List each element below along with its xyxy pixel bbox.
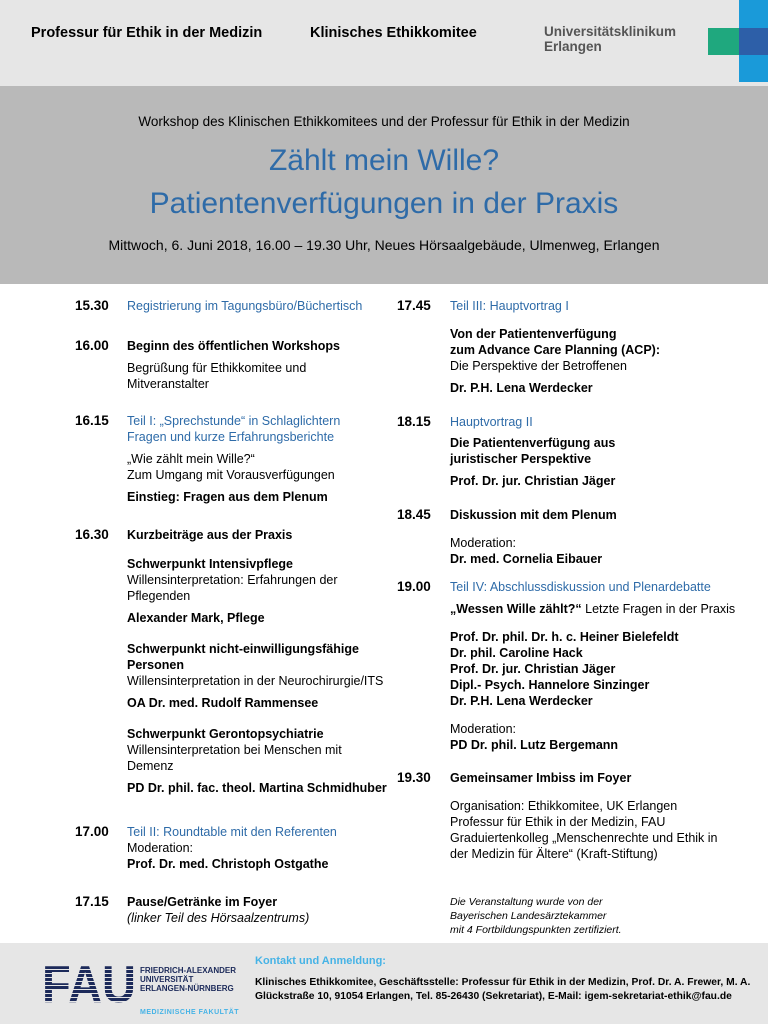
vortrag1-line-3: Die Perspektive der Betroffenen bbox=[450, 359, 627, 373]
teil4-moderation: Moderation: bbox=[450, 722, 517, 736]
title-line-1: Zählt mein Wille? bbox=[268, 144, 500, 177]
teil1-line-2: Fragen und kurze Erfahrungsberichte bbox=[127, 430, 335, 444]
cert-line-2: Bayerischen Landesärztekammer bbox=[450, 910, 607, 922]
wessen-line bbox=[450, 601, 735, 617]
sp-geronto: Schwerpunkt Gerontopsychiatrie bbox=[127, 727, 324, 741]
time-1745: 17.45 bbox=[397, 298, 431, 313]
fau-name-line-2: UNIVERSITÄT bbox=[140, 975, 194, 984]
sp-neuro-desc: Willensinterpretation in der Neurochirurgie/ITS bbox=[127, 674, 384, 688]
cert-line-1: Die Veranstaltung wurde von der bbox=[450, 896, 603, 908]
time-1600: 16.00 bbox=[75, 338, 109, 353]
contact-heading: Kontakt und Anmeldung: bbox=[255, 955, 386, 967]
vortrag1-line-2: zum Advance Care Planning (ACP): bbox=[450, 343, 660, 357]
einstieg: Einstieg: Fragen aus dem Plenum bbox=[127, 490, 328, 504]
welcome-line-2: Mitveranstalter bbox=[127, 377, 209, 391]
vortrag1-speaker: Dr. P.H. Lena Werdecker bbox=[450, 381, 593, 395]
time-1630: 16.30 bbox=[75, 527, 109, 542]
letzte-fragen: Letzte Fragen in der Praxis bbox=[581, 602, 736, 616]
teil3: Teil III: Hauptvortrag I bbox=[450, 299, 569, 313]
vortrag2-line-2: juristischer Perspektive bbox=[450, 452, 592, 466]
sp-geronto-desc-2: Demenz bbox=[127, 759, 174, 773]
sp-geronto-speaker: PD Dr. phil. fac. theol. Martina Schmidhuber bbox=[127, 781, 387, 795]
teil2-moderation: Moderation: bbox=[127, 841, 194, 855]
time-1715: 17.15 bbox=[75, 894, 109, 909]
panel-5: Dr. P.H. Lena Werdecker bbox=[450, 694, 593, 708]
header-professur: Professur für Ethik in der Medizin bbox=[31, 25, 263, 41]
sp-neuro-1: Schwerpunkt nicht-einwilligungsfähige bbox=[127, 642, 359, 656]
fau-logo-icon bbox=[42, 962, 138, 1004]
vortrag1-line-1: Von der Patientenverfügung bbox=[450, 327, 617, 341]
hauptvortrag2: Hauptvortrag II bbox=[450, 415, 533, 429]
contact-line-1: Klinisches Ethikkomitee, Geschäftsstelle: Professur für Ethik in der Medizin, Prof. Dr. A. Frewer, M. A. bbox=[255, 977, 751, 988]
uk-logo-text bbox=[544, 24, 676, 54]
fau-name-line-1: FRIEDRICH-ALEXANDER bbox=[140, 966, 236, 975]
pause-location: (linker Teil des Hörsaalzentrums) bbox=[127, 911, 310, 925]
sp-geronto-desc-1: Willensinterpretation bei Menschen mit bbox=[127, 743, 342, 757]
title-line-2: Patientenverfügungen in der Praxis bbox=[149, 187, 619, 220]
fau-faculty: MEDIZINISCHE FAKULTÄT bbox=[140, 1009, 240, 1016]
workshop-begin: Beginn des öffentlichen Workshops bbox=[127, 339, 340, 353]
umgang: Zum Umgang mit Vorausverfügungen bbox=[127, 468, 335, 482]
panel-4: Dipl.- Psych. Hannelore Sinzinger bbox=[450, 678, 650, 692]
imbiss: Gemeinsamer Imbiss im Foyer bbox=[450, 771, 632, 785]
uk-logo-line1: Universitätsklinikum bbox=[544, 24, 677, 39]
wessen-quote: „Wessen Wille zählt?“ bbox=[450, 602, 582, 616]
panel-3: Prof. Dr. jur. Christian Jäger bbox=[450, 662, 616, 676]
time-1700: 17.00 bbox=[75, 824, 109, 839]
kurzbeitraege: Kurzbeiträge aus der Praxis bbox=[127, 528, 293, 542]
certification bbox=[450, 895, 622, 937]
welcome-line-1: Begrüßung für Ethikkomitee und bbox=[127, 361, 307, 375]
teil1-line-1: Teil I: „Sprechstunde“ in Schlaglichtern bbox=[127, 414, 341, 428]
sp-neuro-speaker: OA Dr. med. Rudolf Rammensee bbox=[127, 696, 319, 710]
wie-zaehlt: „Wie zählt mein Wille?“ bbox=[127, 452, 255, 466]
panel-2: Dr. phil. Caroline Hack bbox=[450, 646, 583, 660]
pause: Pause/Getränke im Foyer bbox=[127, 895, 278, 909]
vortrag2-speaker: Prof. Dr. jur. Christian Jäger bbox=[450, 474, 616, 488]
fau-name-line-3: ERLANGEN-NÜRNBERG bbox=[140, 984, 234, 993]
teil2-moderator: Prof. Dr. med. Christoph Ostgathe bbox=[127, 857, 329, 871]
org-line-3: Graduiertenkolleg „Menschenrechte und Ethik in bbox=[450, 831, 718, 845]
diskussion: Diskussion mit dem Plenum bbox=[450, 508, 617, 522]
contact-line-2: Glückstraße 10, 91054 Erlangen, Tel. 85-26430 (Sekretariat), E-Mail: igem-sekretariat-ethik@fau.de bbox=[255, 991, 732, 1002]
teil4-moderator: PD Dr. phil. Lutz Bergemann bbox=[450, 738, 619, 752]
teil2: Teil II: Roundtable mit den Referenten bbox=[127, 825, 337, 839]
sp-intensiv-desc-2: Pflegenden bbox=[127, 589, 191, 603]
time-1615: 16.15 bbox=[75, 413, 109, 428]
teil4: Teil IV: Abschlussdiskussion und Plenardebatte bbox=[450, 580, 711, 594]
vortrag2-line-1: Die Patientenverfügung aus bbox=[450, 436, 616, 450]
sp-intensiv: Schwerpunkt Intensivpflege bbox=[127, 557, 294, 571]
workshop-subtitle: Workshop des Klinischen Ethikkomitees und der Professur für Ethik in der Medizin bbox=[138, 114, 630, 129]
org-line-1: Organisation: Ethikkomitee, UK Erlangen bbox=[450, 799, 678, 813]
event-dateline: Mittwoch, 6. Juni 2018, 16.00 – 19.30 Uhr, Neues Hörsaalgebäude, Ulmenweg, Erlangen bbox=[108, 237, 660, 253]
fau-logo-letters: FAU bbox=[42, 962, 136, 1004]
time-1930: 19.30 bbox=[397, 770, 431, 785]
panel-1: Prof. Dr. phil. Dr. h. c. Heiner Bielefeldt bbox=[450, 630, 679, 644]
diskussion-moderation: Moderation: bbox=[450, 536, 517, 550]
header-ethikkomitee: Klinisches Ethikkomitee bbox=[310, 25, 477, 41]
org-line-2: Professur für Ethik in der Medizin, FAU bbox=[450, 815, 666, 829]
uk-logo-line2: Erlangen bbox=[544, 39, 602, 54]
registration: Registrierung im Tagungsbüro/Büchertisch bbox=[127, 299, 363, 313]
fau-name bbox=[140, 966, 236, 993]
cert-line-3: mit 4 Fortbildungspunkten zertifiziert. bbox=[450, 924, 622, 936]
time-1900: 19.00 bbox=[397, 579, 431, 594]
sp-intensiv-desc-1: Willensinterpretation: Erfahrungen der bbox=[127, 573, 338, 587]
time-1815: 18.15 bbox=[397, 414, 431, 429]
diskussion-moderator: Dr. med. Cornelia Eibauer bbox=[450, 552, 603, 566]
org-line-4: der Medizin für Ältere“ (Kraft-Stiftung) bbox=[450, 847, 658, 861]
uk-logo-icon bbox=[708, 0, 768, 82]
time-1845: 18.45 bbox=[397, 507, 431, 522]
sp-intensiv-speaker: Alexander Mark, Pflege bbox=[127, 611, 265, 625]
sp-neuro-2: Personen bbox=[127, 658, 184, 672]
time-1530: 15.30 bbox=[75, 298, 109, 313]
